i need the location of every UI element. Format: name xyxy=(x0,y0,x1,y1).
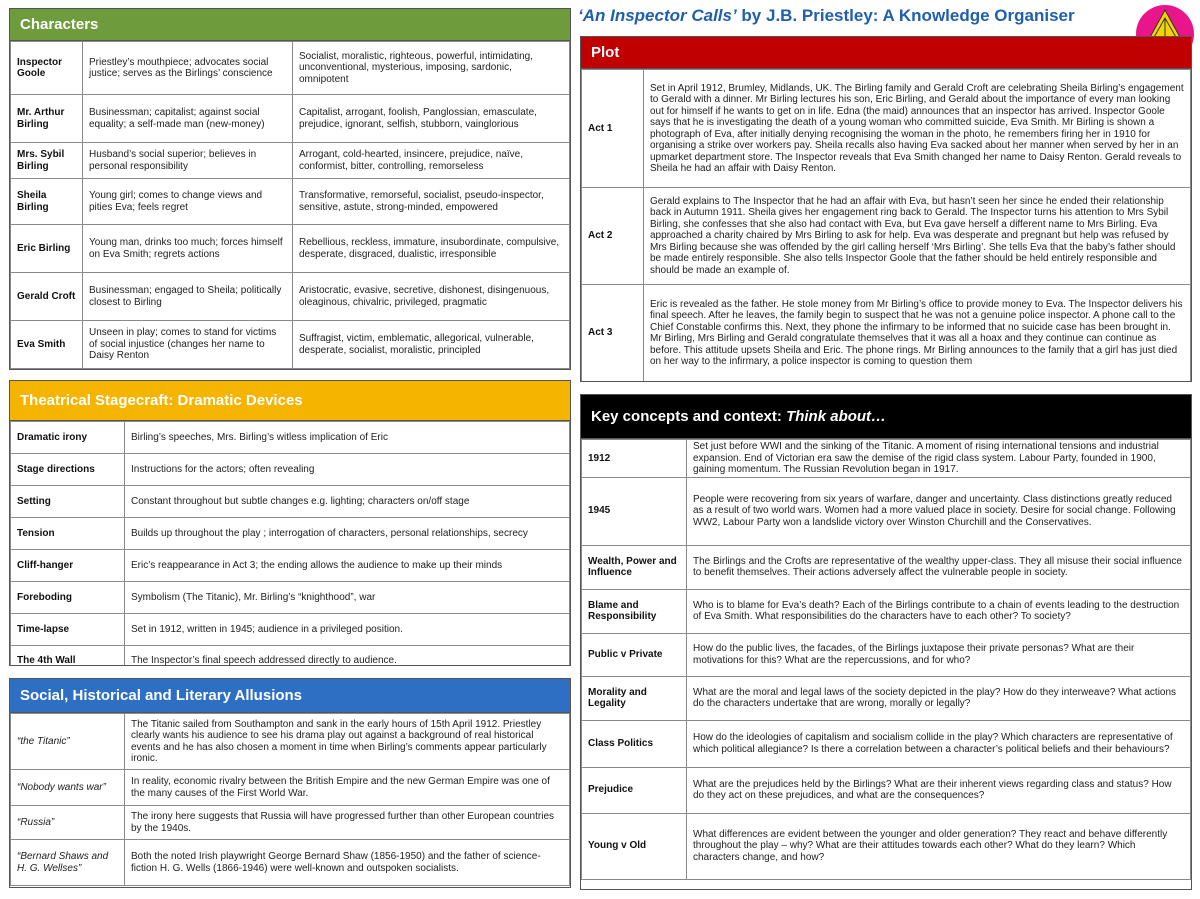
stagecraft-table xyxy=(10,421,570,666)
stagecraft-panel xyxy=(9,380,571,666)
character-traits: Aristocratic, evasive, secretive, dishonest, disingenuous, oleaginous, chivalric, privileged, pragmatic xyxy=(293,273,570,321)
device-description: Eric’s reappearance in Act 3; the ending allows the audience to make up their minds xyxy=(125,550,570,582)
concept-text: Who is to blame for Eva’s death? Each of the Birlings contribute to a chain of events leading to the destruction of Eva Smith. What responsibilities do the characters have to each other? To society? xyxy=(687,589,1191,633)
character-traits: Socialist, moralistic, righteous, powerful, intimidating, unconventional, mysterious, imposing, sardonic, omnipotent xyxy=(293,42,570,95)
concepts-panel xyxy=(580,394,1192,890)
concept-row xyxy=(582,813,1191,879)
plot-table xyxy=(581,69,1191,382)
concept-label: 1945 xyxy=(582,477,687,545)
device-description: Symbolism (The Titanic), Mr. Birling’s “knighthood”, war xyxy=(125,582,570,614)
concepts-heading-italic: Think about… xyxy=(786,408,887,425)
character-row xyxy=(11,95,570,143)
concept-row xyxy=(582,720,1191,767)
concept-row xyxy=(582,545,1191,589)
concepts-table xyxy=(581,439,1191,880)
allusion-row xyxy=(11,840,570,886)
allusions-table xyxy=(10,713,570,886)
device-description: Birling’s speeches, Mrs. Birling’s witless implication of Eric xyxy=(125,422,570,454)
character-row xyxy=(11,143,570,179)
plot-row xyxy=(582,188,1191,285)
plot-act: Act 2 xyxy=(582,188,644,285)
stagecraft-heading: Theatrical Stagecraft: Dramatic Devices xyxy=(10,381,570,421)
concept-text: How do the ideologies of capitalism and socialism collide in the play? Which characters are representative of which political allegiance? Is there a correlation between a character’s political beliefs and their behaviours? xyxy=(687,720,1191,767)
concept-row xyxy=(582,767,1191,813)
device-description: Builds up throughout the play ; interrogation of characters, personal relationships, secrecy xyxy=(125,518,570,550)
character-row xyxy=(11,179,570,225)
character-traits: Rebellious, reckless, immature, insubordinate, compulsive, desperate, disgraced, dualistic, irresponsible xyxy=(293,225,570,273)
plot-act: Act 3 xyxy=(582,285,644,382)
character-name: Mrs. Sybil Birling xyxy=(11,143,83,179)
character-name: Inspector Goole xyxy=(11,42,83,95)
plot-summary: Set in April 1912, Brumley, Midlands, UK. The Birling family and Gerald Croft are celebrating Sheila Birling’s engagement to Gerald with a dinner. Mr Birling lectures his son, Eric Birling, and Gerald about the importance of every man looking out for himself if he wants to get on in life. Edna (the maid) announces that an inspector has arrived. Inspector Goole says that he is investigating the death of a young woman who committed suicide, Eva Smith. Mr Birling is shown a photograph of Eva, after initially denying recognising the woman in the photo, he remembers firing her in 1910 for organising a strike over workers pay. Sheila recalls also having Eva sacked about her manner when served by her in an upmarket department store. The Inspector reveals that Eva Smith changed her name to Daisy Renton. Gerald reveals to Sheila he had an affair with Daisy Renton. xyxy=(644,70,1191,188)
concept-label: Class Politics xyxy=(582,720,687,767)
allusion-quote: “Russia” xyxy=(11,806,125,840)
allusion-description: Both the noted Irish playwright George Bernard Shaw (1856-1950) and the father of science-fiction H. G. Wells (1866-1946) were well-known and outspoken socialists. xyxy=(125,840,570,886)
device-term: The 4th Wall xyxy=(11,646,125,667)
concept-text: What are the moral and legal laws of the society depicted in the play? How do they interweave? What actions do the characters undertake that are wrong, morally or legally? xyxy=(687,676,1191,720)
device-row xyxy=(11,582,570,614)
allusion-row xyxy=(11,714,570,770)
plot-panel xyxy=(580,36,1192,382)
character-row xyxy=(11,42,570,95)
characters-table xyxy=(10,41,570,369)
character-role: Husband’s social superior; believes in personal responsibility xyxy=(83,143,293,179)
character-traits: Suffragist, victim, emblematic, allegorical, vulnerable, desperate, socialist, moralistic, principled xyxy=(293,321,570,369)
device-term: Stage directions xyxy=(11,454,125,486)
device-description: Set in 1912, written in 1945; audience in a privileged position. xyxy=(125,614,570,646)
character-name: Gerald Croft xyxy=(11,273,83,321)
concept-text: Set just before WWI and the sinking of the Titanic. A moment of rising international tensions and industrial expansion. End of Victorian era saw the demise of the rigid class system. Labour Party, founded in 1900, gaining momentum. The Russian Revolution began in 1917. xyxy=(687,440,1191,478)
character-traits: Arrogant, cold-hearted, insincere, prejudice, naïve, conformist, bitter, controlling, remorseless xyxy=(293,143,570,179)
allusion-quote: “Bernard Shaws and H. G. Wellses” xyxy=(11,840,125,886)
allusions-heading: Social, Historical and Literary Allusions xyxy=(10,679,570,713)
concept-row xyxy=(582,676,1191,720)
device-term: Foreboding xyxy=(11,582,125,614)
plot-row xyxy=(582,285,1191,382)
concept-label: Blame and Responsibility xyxy=(582,589,687,633)
character-role: Businessman; engaged to Sheila; politically closest to Birling xyxy=(83,273,293,321)
concepts-heading xyxy=(581,395,1191,439)
character-row xyxy=(11,321,570,369)
concept-label: Prejudice xyxy=(582,767,687,813)
page-title xyxy=(578,6,1138,26)
character-traits: Transformative, remorseful, socialist, pseudo-inspector, sensitive, astute, strong-minded, empowered xyxy=(293,179,570,225)
device-description: The Inspector’s final speech addressed directly to audience. xyxy=(125,646,570,667)
concept-label: Wealth, Power and Influence xyxy=(582,545,687,589)
plot-summary: Gerald explains to The Inspector that he had an affair with Eva, but hasn’t seen her since he ended their relationship back in Autumn 1911. Sheila gives her engagement ring back to Gerald. The Inspector turns his attention to Mrs Sybil Birling, she confesses that she also had contact with Eva, but Eva gave herself a different name to Mrs Birling. Eva approached a charity chaired by Mrs Birling to ask for help. Eva was desperate and pregnant but help was refused by Mrs Birling because she was offended by the girl calling herself ‘Mrs Birling’. She tells Eva that the baby’s father should be made entirely responsible. She also tells Inspector Goole that the father should be held entirely responsible and should be made an example of. xyxy=(644,188,1191,285)
character-role: Young man, drinks too much; forces himself on Eva Smith; regrets actions xyxy=(83,225,293,273)
character-traits: Capitalist, arrogant, foolish, Panglossian, emasculate, prejudice, ignorant, selfish, stubborn, vainglorious xyxy=(293,95,570,143)
character-role: Priestley’s mouthpiece; advocates social justice; serves as the Birlings’ conscience xyxy=(83,42,293,95)
device-term: Cliff-hanger xyxy=(11,550,125,582)
concept-label: Morality and Legality xyxy=(582,676,687,720)
device-row xyxy=(11,454,570,486)
concepts-heading-plain: Key concepts and context: xyxy=(591,408,782,425)
plot-summary: Eric is revealed as the father. He stole money from Mr Birling’s office to provide money to Eva. The Inspector delivers his final speech. After he leaves, the family begin to suspect that he was not a genuine police inspector. A phone call to the Chief Constable confirms this. Next, they phone the infirmary to be informed that no suicide case has been brought in. Mr Birling, Mrs Birling and Gerald congratulate themselves that it was all a hoax and they continue can continue as before. This attitude upsets Sheila and Eric. The phone rings. Mr Birling announces to the family that a girl has just died on her way to the infirmary, a police inspector is coming to question them xyxy=(644,285,1191,382)
character-row xyxy=(11,273,570,321)
allusion-description: The irony here suggests that Russia will have progressed further than other European countries by the 1940s. xyxy=(125,806,570,840)
concept-label: Young v Old xyxy=(582,813,687,879)
concept-text: People were recovering from six years of warfare, danger and uncertainty. Class distinctions greatly reduced as a result of two world wars. Women had a more valued place in society. Desire for social change. Following WW2, Labour Party won a landslide victory over Winston Churchill and the Conservatives. xyxy=(687,477,1191,545)
characters-panel xyxy=(9,8,571,370)
character-row xyxy=(11,225,570,273)
device-row xyxy=(11,422,570,454)
title-italic: ‘An Inspector Calls’ xyxy=(578,6,737,25)
plot-row xyxy=(582,70,1191,188)
allusion-row xyxy=(11,806,570,840)
device-row xyxy=(11,550,570,582)
character-role: Unseen in play; comes to stand for victims of social injustice (changes her name to Daisy Renton xyxy=(83,321,293,369)
device-term: Setting xyxy=(11,486,125,518)
allusions-panel xyxy=(9,678,571,888)
concept-text: What differences are evident between the younger and older generation? They react and behave differently throughout the play – why? What are their attitudes towards each other? What do they learn? Which characters change, and how? xyxy=(687,813,1191,879)
allusion-description: In reality, economic rivalry between the British Empire and the new German Empire was one of the many causes of the First World War. xyxy=(125,770,570,806)
character-name: Eric Birling xyxy=(11,225,83,273)
concept-row xyxy=(582,477,1191,545)
device-row xyxy=(11,646,570,667)
concept-row xyxy=(582,589,1191,633)
device-row xyxy=(11,614,570,646)
character-role: Businessman; capitalist; against social equality; a self-made man (new-money) xyxy=(83,95,293,143)
device-description: Constant throughout but subtle changes e.g. lighting; characters on/off stage xyxy=(125,486,570,518)
concept-row xyxy=(582,440,1191,478)
allusion-quote: “the Titanic” xyxy=(11,714,125,770)
device-row xyxy=(11,518,570,550)
plot-heading: Plot xyxy=(581,37,1191,69)
concept-text: How do the public lives, the facades, of the Birlings juxtapose their private personas? What are their motivations for this? What are the repercussions, and for who? xyxy=(687,633,1191,676)
concept-text: The Birlings and the Crofts are representative of the wealthy upper-class. They all misuse their social influence to benefit themselves. Their actions adversely affect the vulnerable people in society. xyxy=(687,545,1191,589)
concept-label: Public v Private xyxy=(582,633,687,676)
characters-heading: Characters xyxy=(10,9,570,41)
title-rest: by J.B. Priestley: A Knowledge Organiser xyxy=(736,6,1075,25)
character-name: Eva Smith xyxy=(11,321,83,369)
allusion-quote: “Nobody wants war” xyxy=(11,770,125,806)
character-name: Mr. Arthur Birling xyxy=(11,95,83,143)
concept-label: 1912 xyxy=(582,440,687,478)
character-role: Young girl; comes to change views and pities Eva; feels regret xyxy=(83,179,293,225)
device-description: Instructions for the actors; often revealing xyxy=(125,454,570,486)
plot-act: Act 1 xyxy=(582,70,644,188)
device-term: Time-lapse xyxy=(11,614,125,646)
device-term: Dramatic irony xyxy=(11,422,125,454)
device-term: Tension xyxy=(11,518,125,550)
character-name: Sheila Birling xyxy=(11,179,83,225)
device-row xyxy=(11,486,570,518)
allusion-row xyxy=(11,770,570,806)
concept-row xyxy=(582,633,1191,676)
concept-text: What are the prejudices held by the Birlings? What are their inherent views regarding class and status? How do they act on these prejudices, and what are the consequences? xyxy=(687,767,1191,813)
allusion-description: The Titanic sailed from Southampton and sank in the early hours of 15th April 1912. Priestley clearly wants his audience to see his drama play out against a background of real historical events and he has also chosen a moment in time when Birling’s comments appear particularly ironic. xyxy=(125,714,570,770)
